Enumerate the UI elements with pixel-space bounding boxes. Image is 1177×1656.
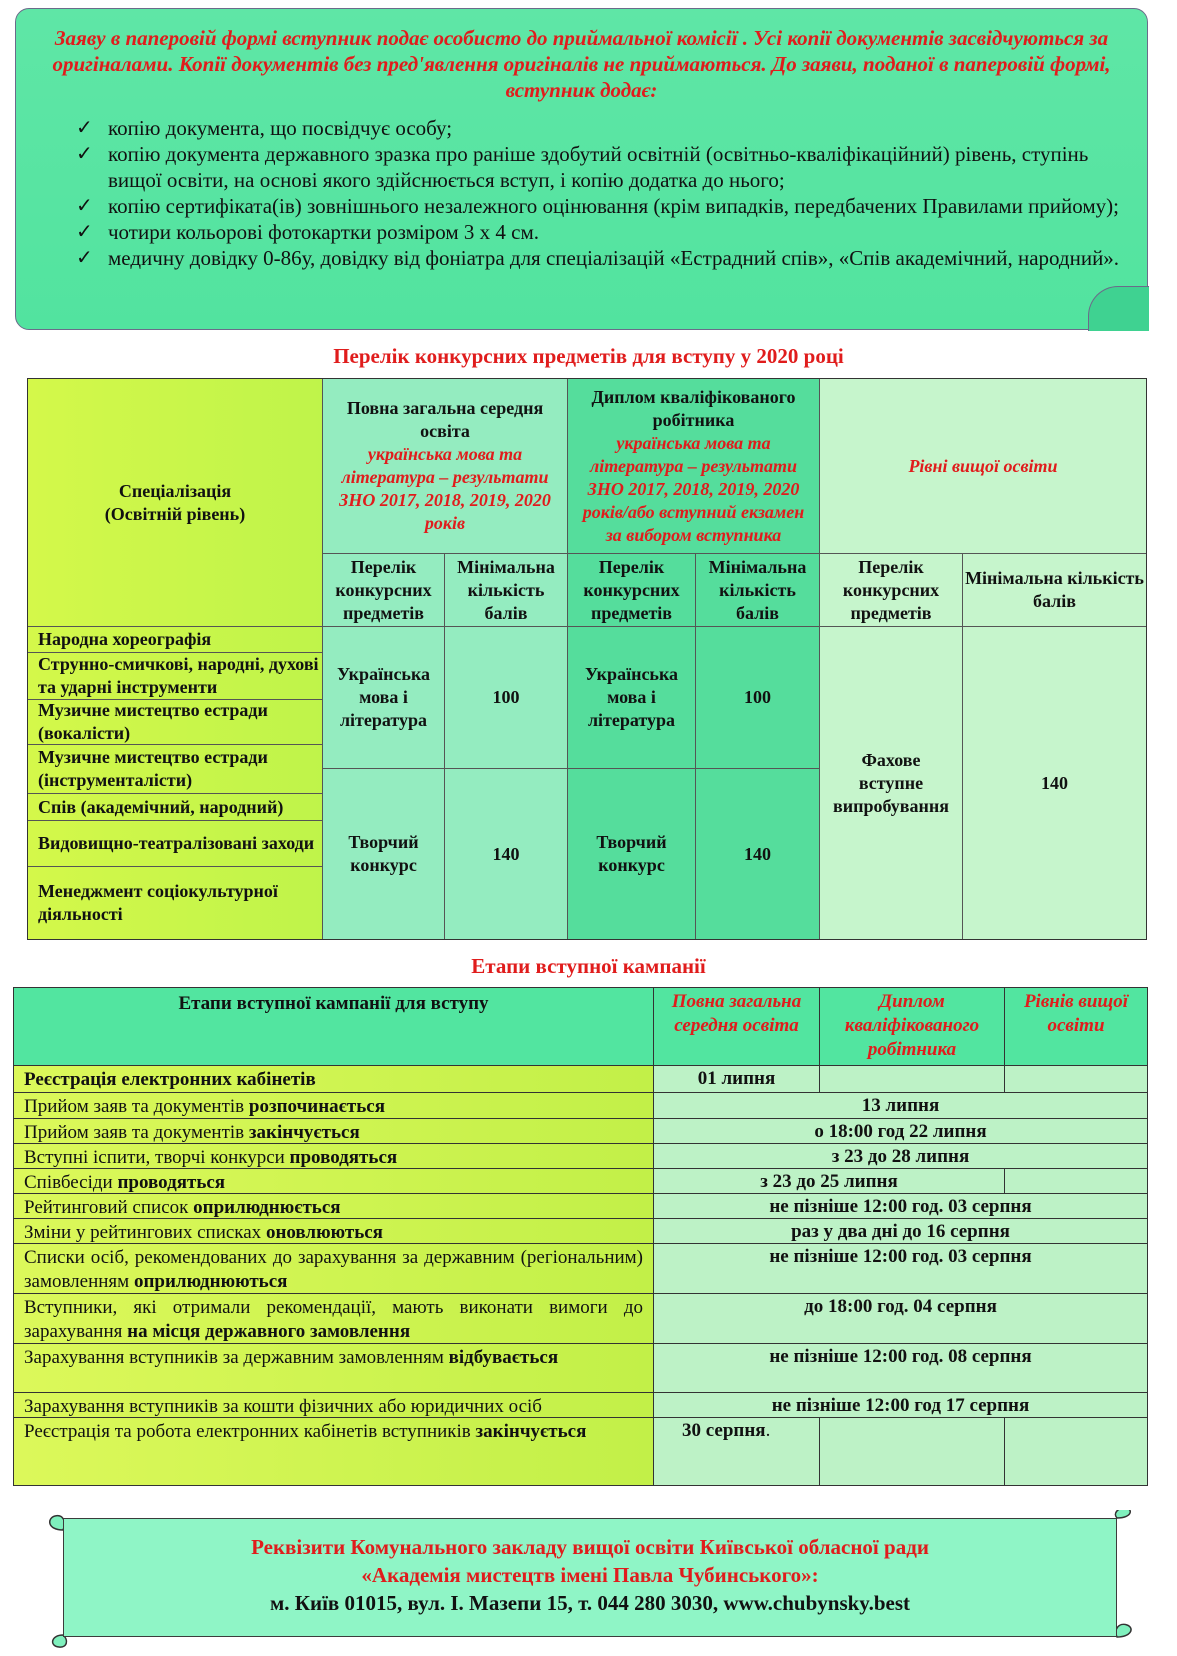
col2-header: Диплом кваліфікованого робітника українська мова та література – результати ЗНО 2017, 2018, 2019, 2020 років/або вступний екзамен за вибором вступника — [568, 379, 820, 554]
score-b-2: 140 — [696, 769, 820, 939]
header-col-1: Повна загальна середня освіта — [654, 988, 820, 1066]
header-col-2: Диплом кваліфікованого робітника — [820, 988, 1005, 1066]
table-row: Вступні іспити, творчі конкурси проводяться з 23 до 28 липня — [14, 1144, 1147, 1169]
spec-row: Видовищно-театралізовані заходи — [28, 821, 323, 867]
list-item: ✓ копію документа, що посвідчує особу; — [76, 116, 453, 140]
subjects-title: Перелік конкурсних предметів для вступу у 2020 році — [333, 344, 844, 368]
banner-line-3: м. Київ 01015, вул. І. Мазепи 15, т. 044 280 3030, www.chubynsky.best — [269, 1591, 911, 1615]
table-row: Співбесіди проводяться з 23 до 25 липня — [14, 1169, 1147, 1194]
subject-b-2: Творчий конкурс — [568, 769, 696, 939]
sub-list-3: Перелік конкурсних предметів — [820, 554, 963, 627]
spec-header: Спеціалізація (Освітній рівень) — [28, 379, 323, 627]
table-row: Реєстрація та робота електронних кабінетів вступників закінчується 30 серпня. — [14, 1418, 1147, 1485]
check-icon: ✓ — [76, 117, 93, 139]
subjects-table — [27, 378, 1147, 940]
intro-lead: Заяву в паперовій формі вступник подає особисто до приймальної комісії . Усі копії документів засвідчуються за оригіналами. Копії документів без пред'явлення оригіналів не приймаються. До заяви, поданої в паперовій формі, вступник додає: — [52, 26, 1111, 102]
contacts-banner — [45, 1510, 1137, 1649]
banner-body — [63, 1518, 1117, 1637]
intro-list — [78, 115, 1139, 271]
table-row: Вступники, які отримали рекомендації, мають виконати вимоги до зарахування на місця державного замовлення до 18:00 год. 04 серпня — [14, 1294, 1147, 1344]
score-a-1: 100 — [445, 627, 568, 769]
table-row: Зарахування вступників за кошти фізичних або юридичних осіб не пізніше 12:00 год 17 серпня — [14, 1393, 1147, 1418]
sub-min-3: Мінімальна кількість балів — [963, 554, 1146, 627]
list-item: ✓ медичну довідку 0-86у, довідку від фоніатра для спеціалізацій «Естрадний спів», «Спів академічний, народний». — [76, 246, 1120, 270]
check-icon: ✓ — [76, 195, 93, 217]
table-row: Списки осіб, рекомендованих до зарахування за державним (регіональним) замовленням оприлюднюються не пізніше 12:00 год. 03 серпня — [14, 1244, 1147, 1294]
score-b-1: 140 — [445, 769, 568, 939]
subject-a-1: Українська мова і література — [323, 627, 445, 769]
table-row: Зміни у рейтингових списках оновлюються раз у два дні до 16 серпня — [14, 1219, 1147, 1244]
sub-list-1: Перелік конкурсних предметів — [323, 554, 445, 627]
table-header — [14, 988, 1147, 1066]
check-icon: ✓ — [76, 221, 93, 243]
banner-line-1: Реквізити Комунального закладу вищої освіти Київської обласної ради — [251, 1535, 929, 1559]
check-icon: ✓ — [76, 143, 93, 165]
subject-b-1: Творчий конкурс — [323, 769, 445, 939]
list-item: ✓ копію документа державного зразка про раніше здобутий освітній (освітньо-кваліфікаційний) рівень, ступінь вищої освіти, на основі якого здійснюється вступ, і копію додатка до нього; — [76, 142, 1089, 192]
table-row: Зарахування вступників за державним замовленням відбувається не пізніше 12:00 год. 08 серпня — [14, 1344, 1147, 1393]
spec-row: Струнно-смичкові, народні, духові та ударні інструменти — [28, 653, 323, 700]
sub-list-2: Перелік конкурсних предметів — [568, 554, 696, 627]
subject-c: Фахове вступне випробування — [820, 627, 963, 939]
col1-header: Повна загальна середня освіта українська мова та література – результати ЗНО 2017, 2018, 2019, 2020 років — [323, 379, 568, 554]
check-icon: ✓ — [76, 247, 93, 269]
list-item: ✓ чотири кольорові фотокартки розміром 3 х 4 см. — [76, 220, 540, 244]
banner-line-2: «Академія мистецтв імені Павла Чубинського»: — [361, 1563, 819, 1587]
spec-row: Менеджмент соціокультурної діяльності — [28, 867, 323, 939]
spec-row: Народна хореографія — [28, 627, 323, 653]
stages-table — [13, 987, 1148, 1486]
subject-a-2: Українська мова і література — [568, 627, 696, 769]
table-row: Рейтинговий список оприлюднюється не пізніше 12:00 год. 03 серпня — [14, 1194, 1147, 1219]
score-c: 140 — [963, 627, 1146, 939]
intro-box — [15, 8, 1148, 330]
header-label: Етапи вступної кампанії для вступу — [14, 988, 654, 1066]
header-col-3: Рівнів вищої освіти — [1005, 988, 1147, 1066]
sub-min-2: Мінімальна кількість балів — [696, 554, 820, 627]
table-row: Реєстрація електронних кабінетів 01 липня — [14, 1066, 1147, 1093]
spec-row: Музичне мистецтво естради (інструменталісти) — [28, 745, 323, 794]
stages-title: Етапи вступної кампанії — [471, 954, 706, 978]
sub-min-1: Мінімальна кількість балів — [445, 554, 568, 627]
spec-row: Музичне мистецтво естради (вокалісти) — [28, 700, 323, 745]
col3-header: Рівні вищої освіти — [820, 379, 1146, 554]
table-row: Прийом заяв та документів закінчується о 18:00 год 22 липня — [14, 1119, 1147, 1144]
score-a-2: 100 — [696, 627, 820, 769]
list-item: ✓ копію сертифіката(ів) зовнішнього незалежного оцінювання (крім випадків, передбачених Правилами прийому); — [76, 194, 1119, 218]
table-row: Прийом заяв та документів розпочинається 13 липня — [14, 1093, 1147, 1119]
spec-row: Спів (академічний, народний) — [28, 794, 323, 821]
